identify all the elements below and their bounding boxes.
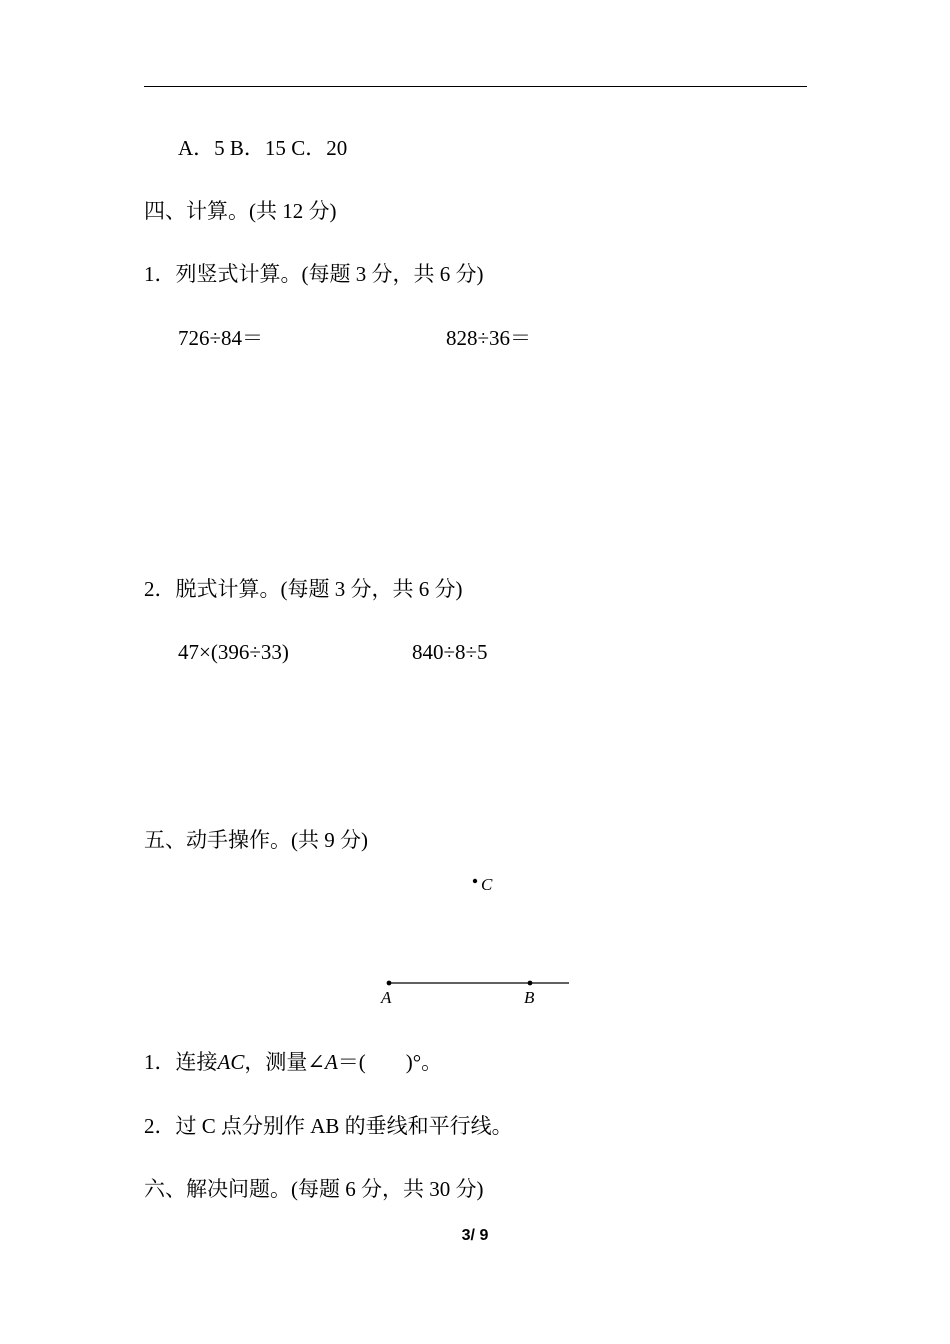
section5-title: 五、动手操作。(共 9 分): [144, 828, 368, 852]
section5-q2: 2．过 C 点分别作 AB 的垂线和平行线。: [144, 1114, 513, 1138]
geometry-figure: [360, 866, 590, 1016]
section5-q1-mid: ，测量∠: [244, 1050, 325, 1074]
section4-q2-expr1: 47×(396÷33): [178, 640, 289, 664]
section4-title: 四、计算。(共 12 分): [144, 199, 337, 223]
point-b-dot: [528, 981, 533, 986]
choice-c: C．20: [291, 136, 348, 160]
section4-q1-expr1: 726÷84＝: [178, 326, 264, 350]
section4-q1-title: 1．列竖式计算。(每题 3 分，共 6 分): [144, 262, 484, 286]
section6-title: 六、解决问题。(每题 6 分，共 30 分): [144, 1177, 484, 1201]
section5-q1-suffix1: ＝(: [337, 1050, 366, 1074]
point-a-label: A: [381, 988, 392, 1007]
section5-q1: [144, 1048, 442, 1076]
section5-q1-a: A: [324, 1050, 338, 1074]
geometry-svg: [360, 866, 590, 1016]
point-c-label: C: [481, 875, 493, 894]
choices-line: [178, 134, 347, 162]
point-c-dot: [473, 879, 477, 883]
choice-a: A．5: [178, 136, 225, 160]
header-rule: [144, 86, 807, 87]
section4-q2-expr2: 840÷8÷5: [412, 640, 488, 664]
choice-b: B．15: [229, 136, 286, 160]
section4-q1-expr2: 828÷36＝: [446, 326, 532, 350]
point-a-dot: [387, 981, 392, 986]
section5-q1-prefix: 1．连接: [144, 1050, 218, 1074]
section4-q2-title: 2．脱式计算。(每题 3 分，共 6 分): [144, 577, 463, 601]
point-b-label: B: [524, 988, 535, 1007]
page-number: 3/ 9: [461, 1227, 489, 1244]
section5-q1-ac: AC: [217, 1050, 245, 1074]
section5-q1-suffix2: )°。: [405, 1050, 443, 1074]
